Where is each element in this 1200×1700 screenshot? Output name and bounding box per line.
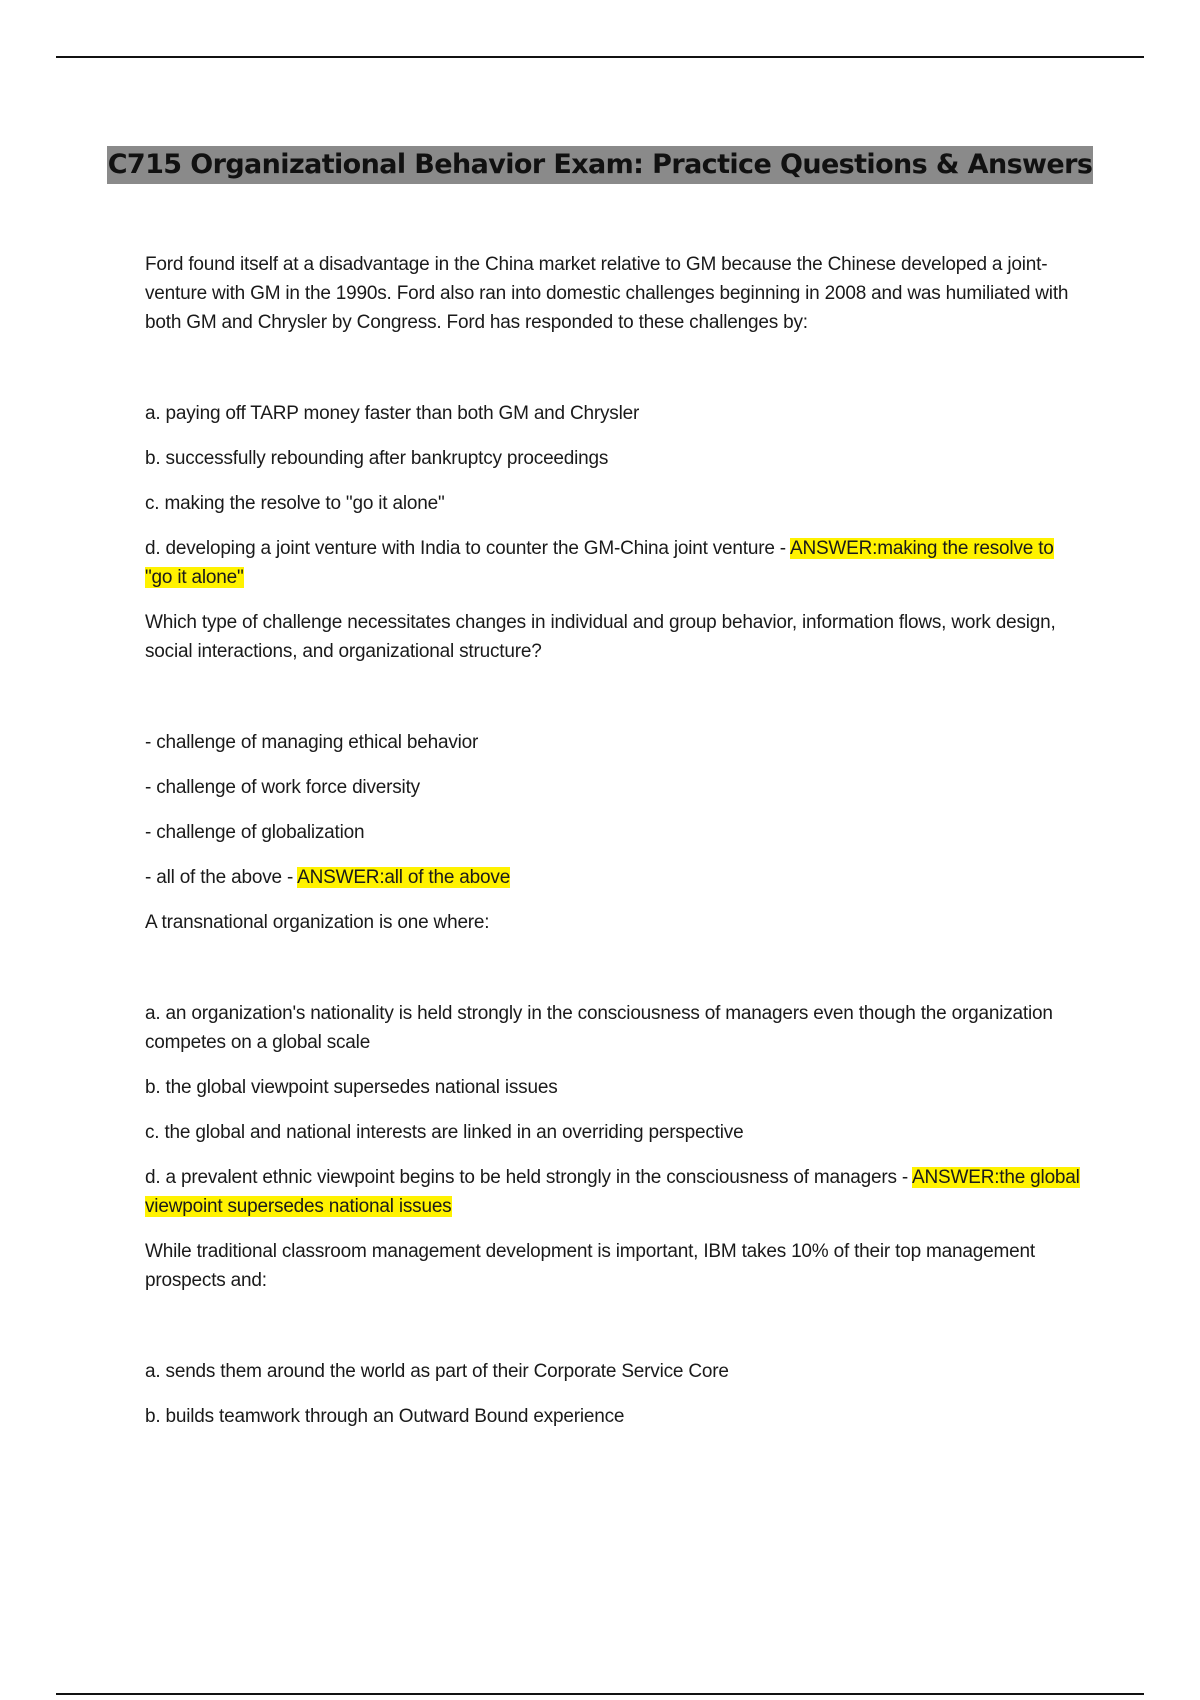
question-2-option-4-text: - all of the above - xyxy=(145,867,298,888)
document-body xyxy=(145,250,1080,1447)
question-3-answer: ANSWER:the global viewpoint supersedes national issues xyxy=(145,1167,1080,1217)
question-2-option-2: - challenge of work force diversity xyxy=(145,777,420,798)
question-1-option-b: b. successfully rebounding after bankruptcy proceedings xyxy=(145,448,609,469)
question-1-option-a: a. paying off TARP money faster than both GM and Chrysler xyxy=(145,403,640,424)
question-2-answer: ANSWER:all of the above xyxy=(297,867,511,888)
footer-rule xyxy=(56,1693,1144,1695)
question-4-text: While traditional classroom management development is important, IBM takes 10% of their top management prospects and: xyxy=(145,1241,1035,1291)
question-4-option-b: b. builds teamwork through an Outward Bound experience xyxy=(145,1406,625,1427)
question-3-option-a: a. an organization's nationality is held strongly in the consciousness of managers even though the organization competes on a global scale xyxy=(145,1003,1053,1053)
question-2-option-3: - challenge of globalization xyxy=(145,822,365,843)
question-1-option-c: c. making the resolve to "go it alone" xyxy=(145,493,445,514)
question-3-option-d-text: d. a prevalent ethnic viewpoint begins to be held strongly in the consciousness of managers - xyxy=(145,1167,913,1188)
title-container xyxy=(0,146,1200,184)
question-2-option-1: - challenge of managing ethical behavior xyxy=(145,732,479,753)
header-rule xyxy=(56,56,1144,58)
question-2-text: Which type of challenge necessitates changes in individual and group behavior, information flows, work design, social interactions, and organizational structure? xyxy=(145,612,1056,662)
question-3-text: A transnational organization is one where: xyxy=(145,912,490,933)
question-3-option-b: b. the global viewpoint supersedes national issues xyxy=(145,1077,558,1098)
question-1-option-d-text: d. developing a joint venture with India to counter the GM-China joint venture - xyxy=(145,538,790,559)
question-3-option-d xyxy=(145,1163,1080,1221)
question-1-answer: ANSWER:making the resolve to "go it alone" xyxy=(145,538,1054,588)
question-2-option-4 xyxy=(145,863,1080,892)
question-4-option-a: a. sends them around the world as part of their Corporate Service Core xyxy=(145,1361,729,1382)
question-1-option-d xyxy=(145,534,1080,592)
question-1-text: Ford found itself at a disadvantage in the China market relative to GM because the Chinese developed a joint-venture with GM in the 1990s. Ford also ran into domestic challenges beginning in 2008 and was humiliated with both GM and Chrysler by Congress. Ford has responded to these challenges by: xyxy=(145,254,1069,333)
document-title: C715 Organizational Behavior Exam: Practice Questions & Answers xyxy=(107,146,1094,184)
question-3-option-c: c. the global and national interests are linked in an overriding perspective xyxy=(145,1122,744,1143)
